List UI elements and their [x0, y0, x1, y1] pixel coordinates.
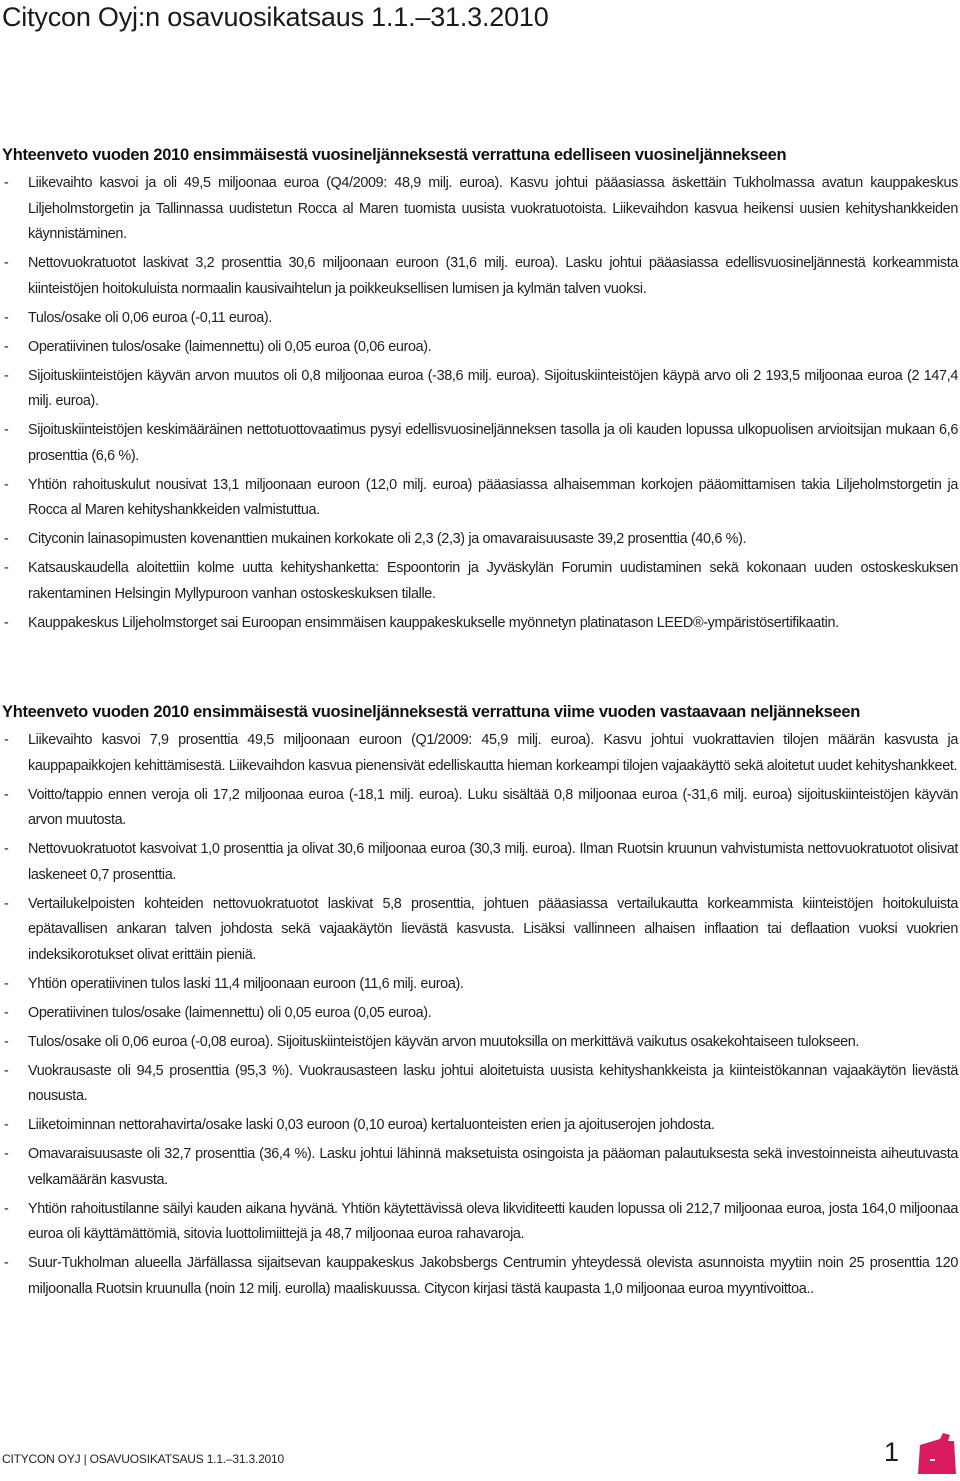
- section-heading: Yhteenveto vuoden 2010 ensimmäisestä vuosineljänneksestä verrattuna edelliseen vuosineljännekseen: [2, 146, 787, 164]
- bullet-item: - Liikevaihto kasvoi 7,9 prosenttia 49,5 miljoonaan euroon (Q1/2009: 45,9 milj. euroa). Kasvu johtui vuokrattavien tilojen määrän kasvusta ja kauppapaikkojen kehittämisestä. Liikevaihdon kasvua pienensivät edelliskautta hieman korkeampi tilojen vajaakäyttö sekä aloitetut uudet kehityshankkeet.: [2, 728, 958, 779]
- section-q1-2009-comparison: [2, 703, 958, 1306]
- bullet-list: [2, 171, 958, 636]
- logo-mark: [930, 1459, 935, 1461]
- footer-text: CITYCON OYJ | OSAVUOSIKATSAUS 1.1.–31.3.2010: [2, 1452, 284, 1466]
- bullet-item: - Sijoituskiinteistöjen keskimääräinen nettotuottovaatimus pysyi edellisvuosineljänneksen tasolla ja oli kauden lopussa ulkopuolisen arvioitsijan mukaan 6,6 prosenttia (6,6 %).: [2, 418, 958, 469]
- bullet-item: - Yhtiön rahoitustilanne säilyi kauden aikana hyvänä. Yhtiön käytettävissä oleva likviditeetti kauden lopussa oli 212,7 miljoonaa euroa, josta 164,0 miljoonaa euroa oli käyttämättömiä, sitovia luottolimiittejä ja 48,7 miljoonaa euroa rahavaroja.: [2, 1197, 958, 1248]
- document-title: Citycon Oyj:n osavuosikatsaus 1.1.–31.3.2010: [2, 2, 549, 32]
- bullet-item: - Nettovuokratuotot kasvoivat 1,0 prosenttia ja olivat 30,6 miljoonaa euroa (30,3 milj. euroa). Ilman Ruotsin kruunun vahvistumista nettovuokratuotot olisivat laskeneet 0,7 prosenttia.: [2, 837, 958, 888]
- bullet-item: - Nettovuokratuotot laskivat 3,2 prosenttia 30,6 miljoonaan euroon (31,6 milj. euroa). Lasku johtui pääasiassa edellisvuosineljännestä korkeammista kiinteistöjen hoitokuluista normaalin kausivaihtelun ja poikkeuksellisen lumisen ja kylmän talven vuoksi.: [2, 251, 958, 302]
- bullet-item: - Katsauskaudella aloitettiin kolme uutta kehityshanketta: Espoontorin ja Jyväskylän Forumin uudistaminen sekä kokonaan uuden ostoskeskuksen rakentaminen Helsingin Myllypuroon vanhan ostoskeskuksen tilalle.: [2, 556, 958, 607]
- bullet-item: - Yhtiön operatiivinen tulos laski 11,4 miljoonaan euroon (11,6 milj. euroa).: [2, 972, 958, 998]
- bullet-item: - Liikevaihto kasvoi ja oli 49,5 miljoonaa euroa (Q4/2009: 48,9 milj. euroa). Kasvu johtui pääasiassa äskettäin Tukholmassa avatun kauppakeskus Liljeholmstorgetin ja Tallinnassa uudistetun Rocca al Maren tuomista uusista vuokratuotoista. Liikevaihdon kasvua heikensi uusien kehityshankkeiden käynnistäminen.: [2, 171, 958, 248]
- bullet-item: - Suur-Tukholman alueella Järfällassa sijaitsevan kauppakeskus Jakobsbergs Centrumin yhteydessä olevista asunnoista myytiin noin 25 prosenttia 120 miljoonalla Ruotsin kruunulla (noin 12 milj. eurolla) maaliskuussa. Citycon kirjasi tästä kaupasta 1,0 miljoonaa euroa myyntivoittoa..: [2, 1251, 958, 1302]
- citycon-logo-icon: [914, 1432, 958, 1476]
- bullet-item: - Voitto/tappio ennen veroja oli 17,2 miljoonaa euroa (-18,1 milj. euroa). Luku sisältää 0,8 miljoonaa euroa (-31,6 milj. euroa) sijoituskiinteistöjen käyvän arvon muutosta.: [2, 783, 958, 834]
- bullet-item: - Yhtiön rahoituskulut nousivat 13,1 miljoonaan euroon (12,0 milj. euroa) pääasiassa alhaisemman korkojen pääomittamisen takia Liljeholmstorgetin ja Rocca al Maren kehityshankkeiden valmistuttua.: [2, 473, 958, 524]
- bullet-item: - Kauppakeskus Liljeholmstorget sai Euroopan ensimmäisen kauppakeskukselle myönnetyn platinatason LEED®-ympäristösertifikaatin.: [2, 611, 958, 637]
- logo-shape: [918, 1433, 956, 1474]
- bullet-item: - Vertailukelpoisten kohteiden nettovuokratuotot laskivat 5,8 prosenttia, johtuen pääasiassa vertailukautta korkeammista kiinteistöjen hoitokuluista epätavallisen ankaran talven johdosta sekä vajaakäytön lievästä kasvusta. Lisäksi vallinneen alhaisen inflaation tai deflaation vuoksi vuokrien indeksikorotukset olivat erittäin pieniä.: [2, 892, 958, 969]
- bullet-item: - Omavaraisuusaste oli 32,7 prosenttia (36,4 %). Lasku johtui lähinnä maksetuista osingoista ja pääoman palautuksesta sekä investoinneista aiheutuvasta velkamäärän kasvusta.: [2, 1142, 958, 1193]
- bullet-item: - Operatiivinen tulos/osake (laimennettu) oli 0,05 euroa (0,06 euroa).: [2, 335, 958, 361]
- bullet-item: - Operatiivinen tulos/osake (laimennettu) oli 0,05 euroa (0,05 euroa).: [2, 1001, 958, 1027]
- bullet-item: - Vuokrausaste oli 94,5 prosenttia (95,3 %). Vuokrausasteen lasku johtui aloitetuista uusista kehityshankkeista ja kiinteistökannan vajaakäytön lievästä noususta.: [2, 1059, 958, 1110]
- bullet-item: - Tulos/osake oli 0,06 euroa (-0,11 euroa).: [2, 306, 958, 332]
- bullet-item: - Sijoituskiinteistöjen käyvän arvon muutos oli 0,8 miljoonaa euroa (-38,6 milj. euroa). Sijoituskiinteistöjen käypä arvo oli 2 193,5 miljoonaa euroa (2 147,4 milj. euroa).: [2, 364, 958, 415]
- bullet-item: - Cityconin lainasopimusten kovenanttien mukainen korkokate oli 2,3 (2,3) ja omavaraisuusaste 39,2 prosenttia (40,6 %).: [2, 527, 958, 553]
- bullet-item: - Liiketoiminnan nettorahavirta/osake laski 0,03 euroon (0,10 euroa) kertaluonteisten erien ja ajoituserojen johdosta.: [2, 1113, 958, 1139]
- bullet-item: - Tulos/osake oli 0,06 euroa (-0,08 euroa). Sijoituskiinteistöjen käyvän arvon muutoksilla on merkittävä vaikutus osakekohtaiseen tulokseen.: [2, 1030, 958, 1056]
- bullet-list: [2, 728, 958, 1302]
- section-q4-comparison: [2, 146, 958, 640]
- page-number: 1: [884, 1437, 900, 1467]
- section-heading: Yhteenveto vuoden 2010 ensimmäisestä vuosineljänneksestä verrattuna viime vuoden vastaavaan neljännekseen: [2, 703, 861, 721]
